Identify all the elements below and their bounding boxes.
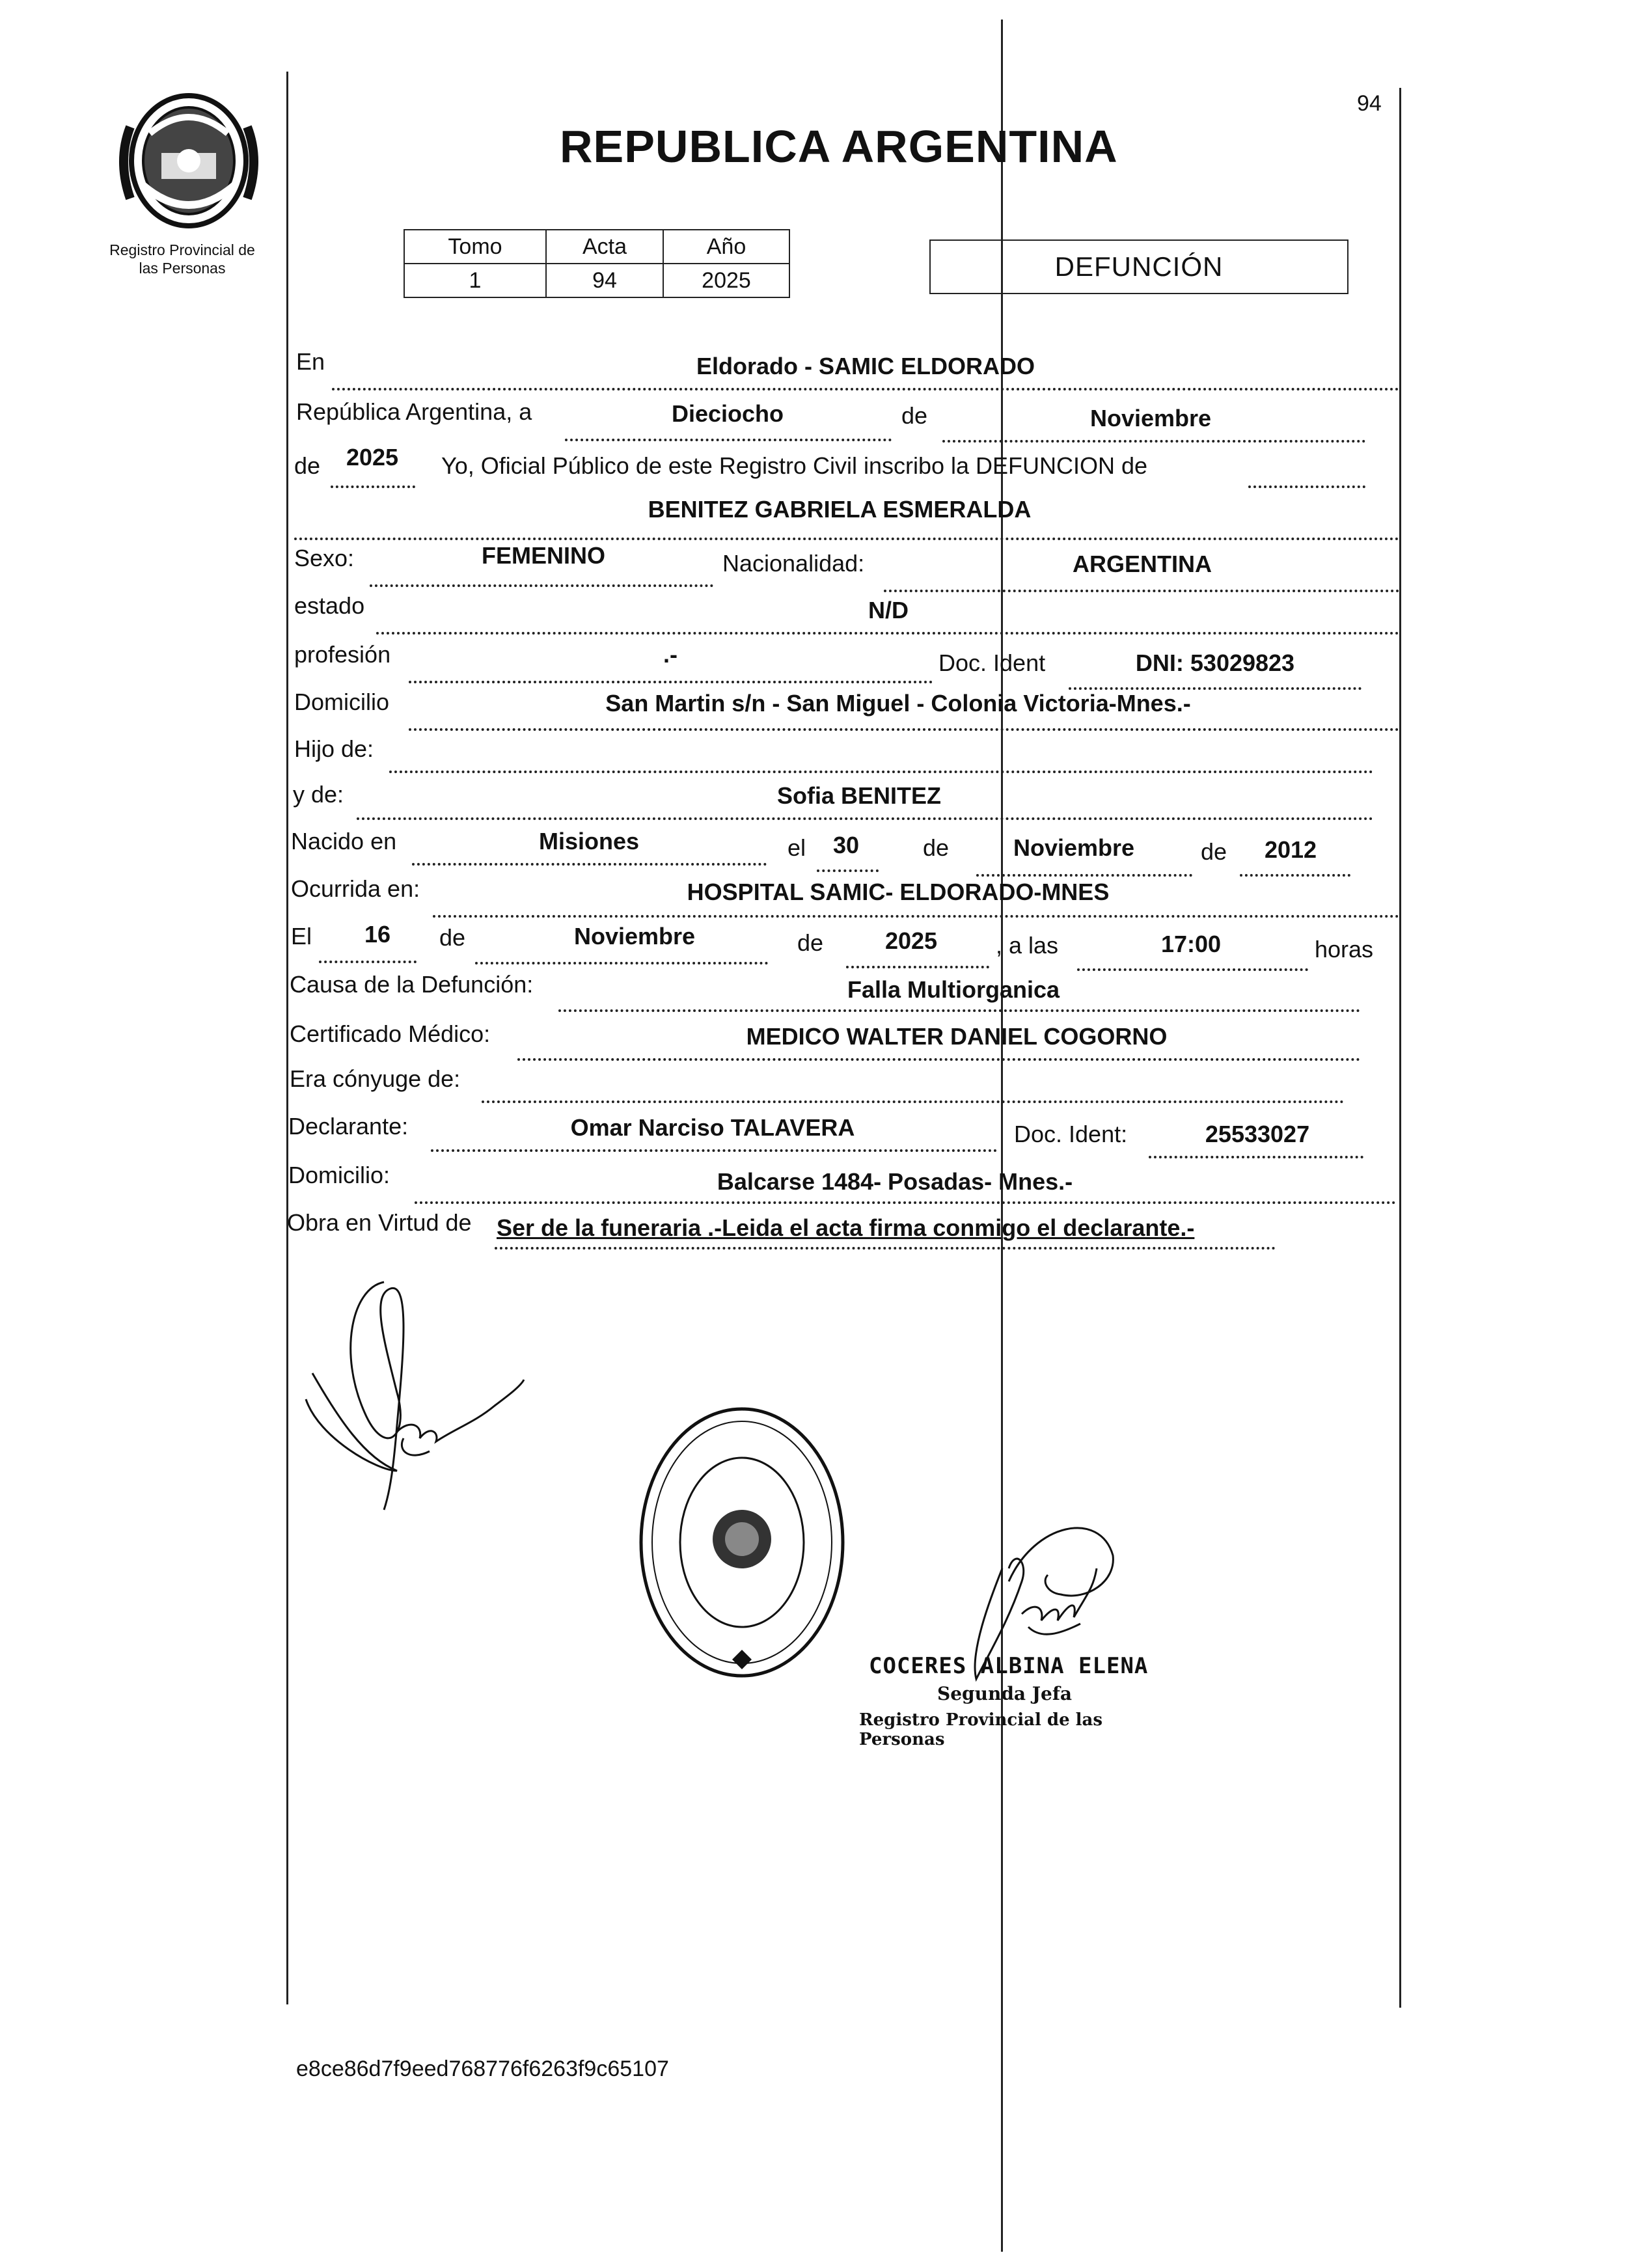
de-label-5: de — [439, 924, 466, 951]
decl-doc-value: 25533027 — [1205, 1121, 1310, 1147]
signer-office: Registro Provincial de las Personas — [859, 1710, 1103, 1749]
estado-value: N/D — [868, 597, 909, 623]
certificado-label: Certificado Médico: — [290, 1020, 491, 1047]
nacionalidad-label: Nacionalidad: — [722, 550, 865, 577]
acta-value: 94 — [546, 264, 663, 297]
org-line-2: las Personas — [139, 260, 226, 277]
org-line-1: Registro Provincial de — [109, 241, 255, 258]
declarante-value: Omar Narciso TALAVERA — [570, 1114, 855, 1141]
document-type-box — [929, 239, 1348, 294]
de-label-2: de — [294, 452, 321, 479]
yde-value: Sofia BENITEZ — [776, 782, 942, 809]
anio-header: Año — [663, 230, 789, 264]
registry-org-name — [78, 241, 286, 277]
coat-of-arms-logo — [111, 88, 267, 234]
inscribo-text: Yo, Oficial Público de este Registro Civil inscribo la DEFUNCION de — [441, 452, 1148, 479]
yde-label: y de: — [293, 781, 344, 808]
nacido-dia-value: 30 — [832, 832, 860, 858]
acta-header: Acta — [546, 230, 663, 264]
de-label-4: de — [1201, 838, 1227, 865]
doc-ident-value: DNI: 53029823 — [1135, 649, 1295, 676]
registry-table-value-row — [404, 264, 789, 297]
el2-label: El — [291, 923, 312, 950]
month-value: Noviembre — [1089, 405, 1212, 431]
left-border-line — [286, 72, 288, 2004]
tomo-header: Tomo — [404, 230, 546, 264]
obra-label: Obra en Virtud de — [287, 1209, 472, 1236]
alas-label: , a las — [996, 932, 1059, 959]
conyuge-line — [482, 1064, 1344, 1103]
en-value: Eldorado - SAMIC ELDORADO — [696, 353, 1035, 379]
decl-doc-label: Doc. Ident: — [1014, 1121, 1128, 1147]
anio-value: 2025 — [663, 264, 789, 297]
year-value: 2025 — [346, 444, 399, 471]
estado-label: estado — [294, 592, 365, 619]
ocurrida-label: Ocurrida en: — [291, 875, 420, 902]
signer-role: Segunda Jefa — [937, 1683, 1073, 1704]
declarante-label: Declarante: — [288, 1113, 409, 1140]
domicilio-label: Domicilio — [294, 689, 390, 715]
certificado-value: MEDICO WALTER DANIEL COGORNO — [746, 1023, 1168, 1050]
fallec-anio-value: 2025 — [884, 927, 938, 954]
profesion-label: profesión — [294, 641, 391, 668]
sexo-label: Sexo: — [294, 545, 355, 571]
decl-domicilio-value: Balcarse 1484- Posadas- Mnes.- — [717, 1168, 1073, 1195]
fallec-mes-value: Noviembre — [573, 923, 696, 950]
nacido-mes-value: Noviembre — [1013, 834, 1135, 861]
nacionalidad-value: ARGENTINA — [1073, 551, 1212, 577]
inscribo-line — [1248, 449, 1365, 488]
right-border-line — [1399, 88, 1401, 2008]
profesion-value: .- — [663, 641, 678, 668]
official-stamp — [631, 1402, 853, 1689]
decl-domicilio-label: Domicilio: — [288, 1162, 390, 1188]
ocurrida-value: HOSPITAL SAMIC- ELDORADO-MNES — [687, 879, 1110, 905]
horas-label: horas — [1315, 936, 1374, 963]
document-type: DEFUNCIÓN — [1054, 251, 1224, 282]
hijo-line — [389, 734, 1373, 773]
signer-name: COCERES ALBINA ELENA — [869, 1653, 1149, 1679]
conyuge-label: Era cónyuge de: — [290, 1065, 461, 1092]
page-number: 94 — [1357, 91, 1382, 116]
causa-label: Causa de la Defunción: — [290, 971, 534, 998]
nacido-label: Nacido en — [291, 828, 397, 854]
de-label-6: de — [797, 929, 824, 956]
obra-value: Ser de la funeraria .-Leida el acta firma conmigo el declarante.- — [497, 1214, 1195, 1241]
deceased-name: BENITEZ GABRIELA ESMERALDA — [648, 496, 1032, 523]
causa-value: Falla Multiorganica — [847, 976, 1060, 1003]
nacido-lugar-value: Misiones — [538, 828, 640, 854]
fallec-hora-value: 17:00 — [1160, 931, 1222, 957]
tomo-value: 1 — [404, 264, 546, 297]
registry-table — [404, 229, 790, 298]
day-value: Dieciocho — [671, 400, 784, 427]
page-title: REPUBLICA ARGENTINA — [560, 121, 1118, 172]
declarant-signature — [299, 1276, 527, 1516]
registry-table-header-row — [404, 230, 789, 264]
en-label: En — [296, 348, 325, 375]
de-label-3: de — [923, 834, 950, 861]
nacido-anio-value: 2012 — [1264, 836, 1317, 863]
domicilio-value: San Martin s/n - San Miguel - Colonia Victoria-Mnes.- — [605, 690, 1191, 717]
hijo-label: Hijo de: — [294, 735, 374, 762]
fallec-dia-value: 16 — [364, 921, 391, 948]
el-label: el — [787, 834, 806, 861]
document-hash: e8ce86d7f9eed768776f6263f9c65107 — [296, 2056, 669, 2081]
de-label-1: de — [901, 402, 928, 429]
republica-label: República Argentina, a — [296, 398, 532, 425]
sexo-value: FEMENINO — [481, 542, 606, 569]
doc-ident-label: Doc. Ident — [938, 649, 1046, 676]
